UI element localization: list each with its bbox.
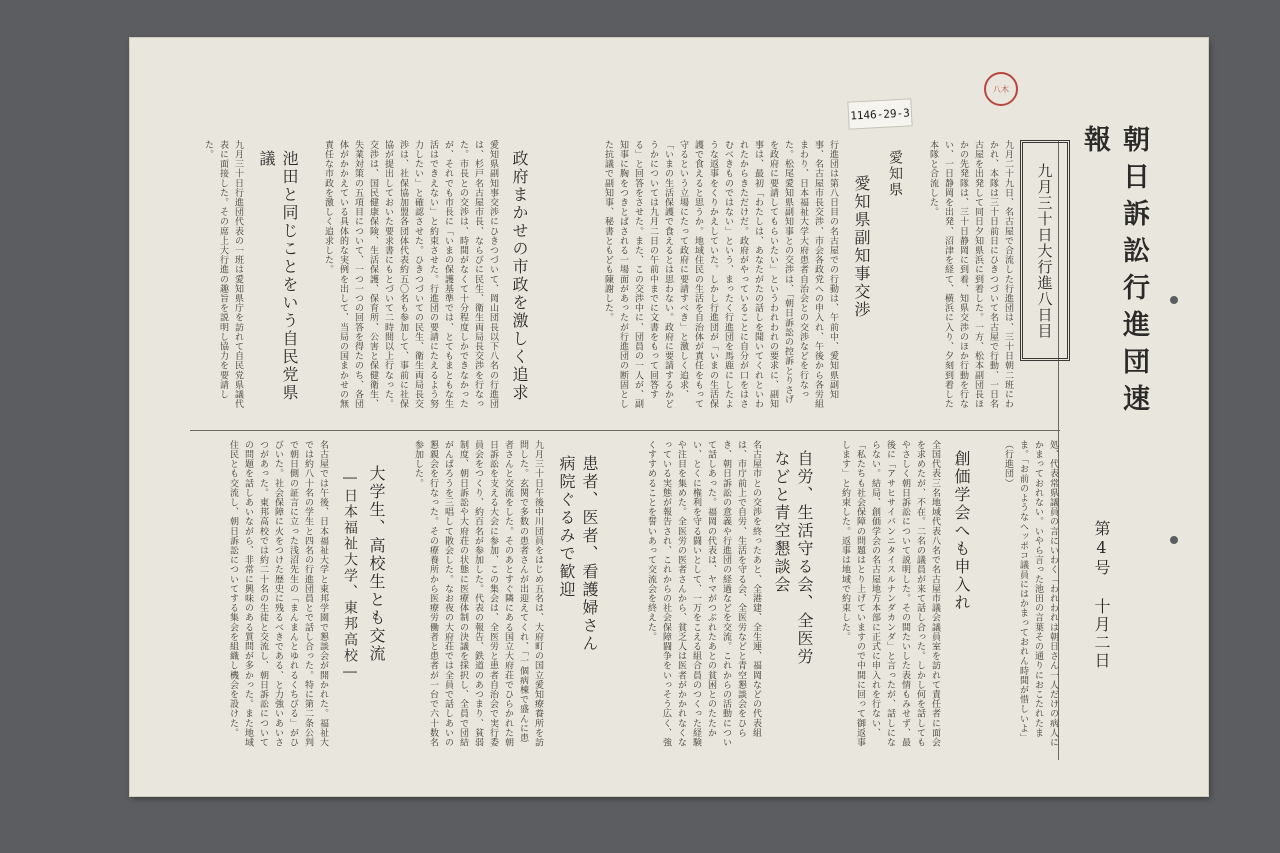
issue-number: 第4号 <box>1092 520 1111 577</box>
talk-article: 処、代表常県議員の言にいわく「われわれは朝日さん一人だけの病人にかまっておれない。いやら言った池田の言葉その通りにおこたれたまま。「お前のようなヘッポコ議員にはかまっておれん時間が惜しいよ」（行進団） <box>1003 440 1058 748</box>
section-divider <box>190 430 1060 431</box>
archive-id-tag: 1146-29-3 <box>847 98 912 129</box>
jiro-article: 名古屋市との交渉を終ったあと、全港建、全生連、福岡などの代表組は、市庁前上で自労、生活を守る会、全医労などと青空懇談会をひらき、朝日訴訟の意義や行進団の経過などを交流。これからの活動について話しあった。福岡の代表は、ヤマがつぶれたあとの貧困とのたたかい、とくに権利を守る闘いとして、一万をこえる組合員のつくった経験や注目を集めた。全医労の医者さんから、貧乏人は医者がかかれなくなっている実態が報告され、これからの社会保障闘争をいっそう広く、強くすすめることを誓いあって交流会を終えた。 <box>646 440 761 748</box>
seiji-article: 愛知県副知事交渉にひきつづいて、岡山団長以下八名の行進団は、杉戸名古屋市長、ならびに民生、衛生両局長交渉を行なった。市長との交渉は、時間がなくて十分程度しかできなかったが、それでも市長に「いまの保護基準では、とてもまともな生活はできえない」と約束させた。行進団の要請にたえるよう努力したい」と確認させた。ひきつづいての民生、衛生両局長交渉は、社保協加盟各団体代表約五〇名も参加して、事前に社保協が提出しておいた要求書にもとづいて二時間以上行なった。交渉は、国民健康保険、生活保護、保育所、公害と保健衛生、失業対策の五項目について、一つ一つの回答を得たのち、各団体がかかえている具体的な実例を出して、当局の国まかせの無責任な市政を激しく追求した。 <box>323 140 498 409</box>
aichi-kicker: 愛知県 <box>887 150 903 198</box>
kanja-headline: 患者、医者、看護婦さん病院ぐるみで歓迎 <box>557 455 599 653</box>
binding-hole <box>1170 296 1178 304</box>
issue-date: 十月二日 <box>1092 598 1111 670</box>
daigaku-headline: 大学生、高校生とも交流 <box>367 465 386 663</box>
kanja-article: 九月三十日午後中川団員をはじめ五名は、大府町の国立愛知療養所を訪問した。玄関で多数の患者さんが出迎えてくれ、「一個病棟で盛んに患者さんと交流をした。そのあとすぐ隣にある国立大府荘でひらかれた朝日訴訟を支える大会に参加、この集会は、全医労と患者自治会で実行委員会をつくり、約百名が参加した。代表の報告、鉄道のあつまり、貧弱制度、朝日訴訟や大府荘の状態に医療体制の決議を採択し、全員で団結がんばろうを三唱して散会した。なお夜の大府荘では全員で話しあいの懇親会を行なった。その療養所から医療労働者と患者が一台で六十数名参加した。 <box>413 440 543 748</box>
ikeda-article: 九月三十日行進団代表の一班は愛知県庁を訪れて自民党県議代表に面接した。その席上大行進の趣旨を説明し協力を要請した。 <box>203 140 243 409</box>
masthead-title: 朝日訴訟行進団速報 <box>1079 125 1149 421</box>
intro-article: 九月二十九日、名古屋で合流した行進団は、三十日朝二班にわかれ、本隊は三十日前日にひきつづいて名古屋で行動、一日名古屋を出発して同日夕知県浜に到着した。一方、松本副団長ほかの先発隊は、三十日静岡に到着、知県交渉のほか行動を行ない、一日静岡を出発、沼津を経て、横浜に入り、夕刻到着した本隊と合流した。 <box>928 140 1013 409</box>
aichi-headline: 愛知県副知事交渉 <box>852 175 871 319</box>
daigaku-subheadline: ―日本福祉大学、東邦高校― <box>342 470 358 682</box>
ikeda-headline: 池田と同じことをいう自民党県議 <box>257 150 299 402</box>
binding-hole <box>1170 536 1178 544</box>
soka-headline: 創価学会へも申入れ <box>952 450 971 612</box>
day-heading: 九月三十日大行進八日目 <box>1020 140 1070 361</box>
soka-article: 全国代表三名地域代表八名で名古屋市議会議員室を訪れて責任者に面会を求めたが、不在。二名の議員が来て話し合った。しかし何を話してもやさしく朝日訴訟について説明した。その間たいした表情もみせず、最後に「アサヒサイバンニタイスルナンダカンダ」と言ったが、話しにならない。結局、創価学会の名古屋地方本部に正式に申入れを行ない、「私たちも社会保障の問題はとり上げていますので中間に回って御返事します」と約束した。返事は地域で約束した。 <box>840 440 940 748</box>
archive-stamp: 八木 <box>984 72 1018 106</box>
daigaku-article: 名古屋では午後、日本福祉大学と東邦学園で懇談会が開かれた。福祉大では約八十名の学生と四名の行進団員とで話し合った。特に第二条公判で朝日側の証言に立った浅沼先生の「まんまんとゆれるくちびる」がひびいた。社会保障に火をつけた歴史に残るべきである、と力強いあいさつがあった。東邦高校では約二十名の生徒と交流し、朝日訴訟についての問題を話しあいながら、非常に興味のある質問が多かった。また地域住民とも交流し、朝日訴訟についてする集会を組織し機会を設けた。 <box>228 440 328 748</box>
aichi-article: 行進団は第八日目の名古屋での行動は、午前中、愛知県副知事、名古屋市長交渉、市会各政党への申入れ、午後から各労組まわり、日本福祉大学大府患者自治会との交渉などを行なった。松尾愛知県副知事との交渉は、「朝日訴訟の控訴とりさげを政府に要請してもらいたい」というわれわれの要求に、副知事は、最初「わたしは、あなたがたの話しを聞いてくれといわれたからきただけだ。政府がやっていることに自分が口をはさむべきものではない」という、まったく行進団を馬鹿にしたような返事をくりかえしていた。しかし行進団が「いまの生活保護で食えると思うか。地域住民の生活を自治体が責任をもって守るという立場にたって政府に要請すべき」と激しく追求、「いまの生活保護で食えるとは思わない。政府に要請するかどうかについては九月二日の午前中までに文書をもって回答する」と回答をさせた。また、この交渉中に、団員の一人が、副知事に胸をつきとばされる一場面があったが行進団の断固とした抗議で副知事、秘書ともども陳謝した。 <box>603 140 838 409</box>
seiji-headline: 政府まかせの市政を激しく追求 <box>510 150 529 402</box>
jiro-headline: 自労、生活守る会、全医労などと青空懇談会 <box>772 450 814 666</box>
